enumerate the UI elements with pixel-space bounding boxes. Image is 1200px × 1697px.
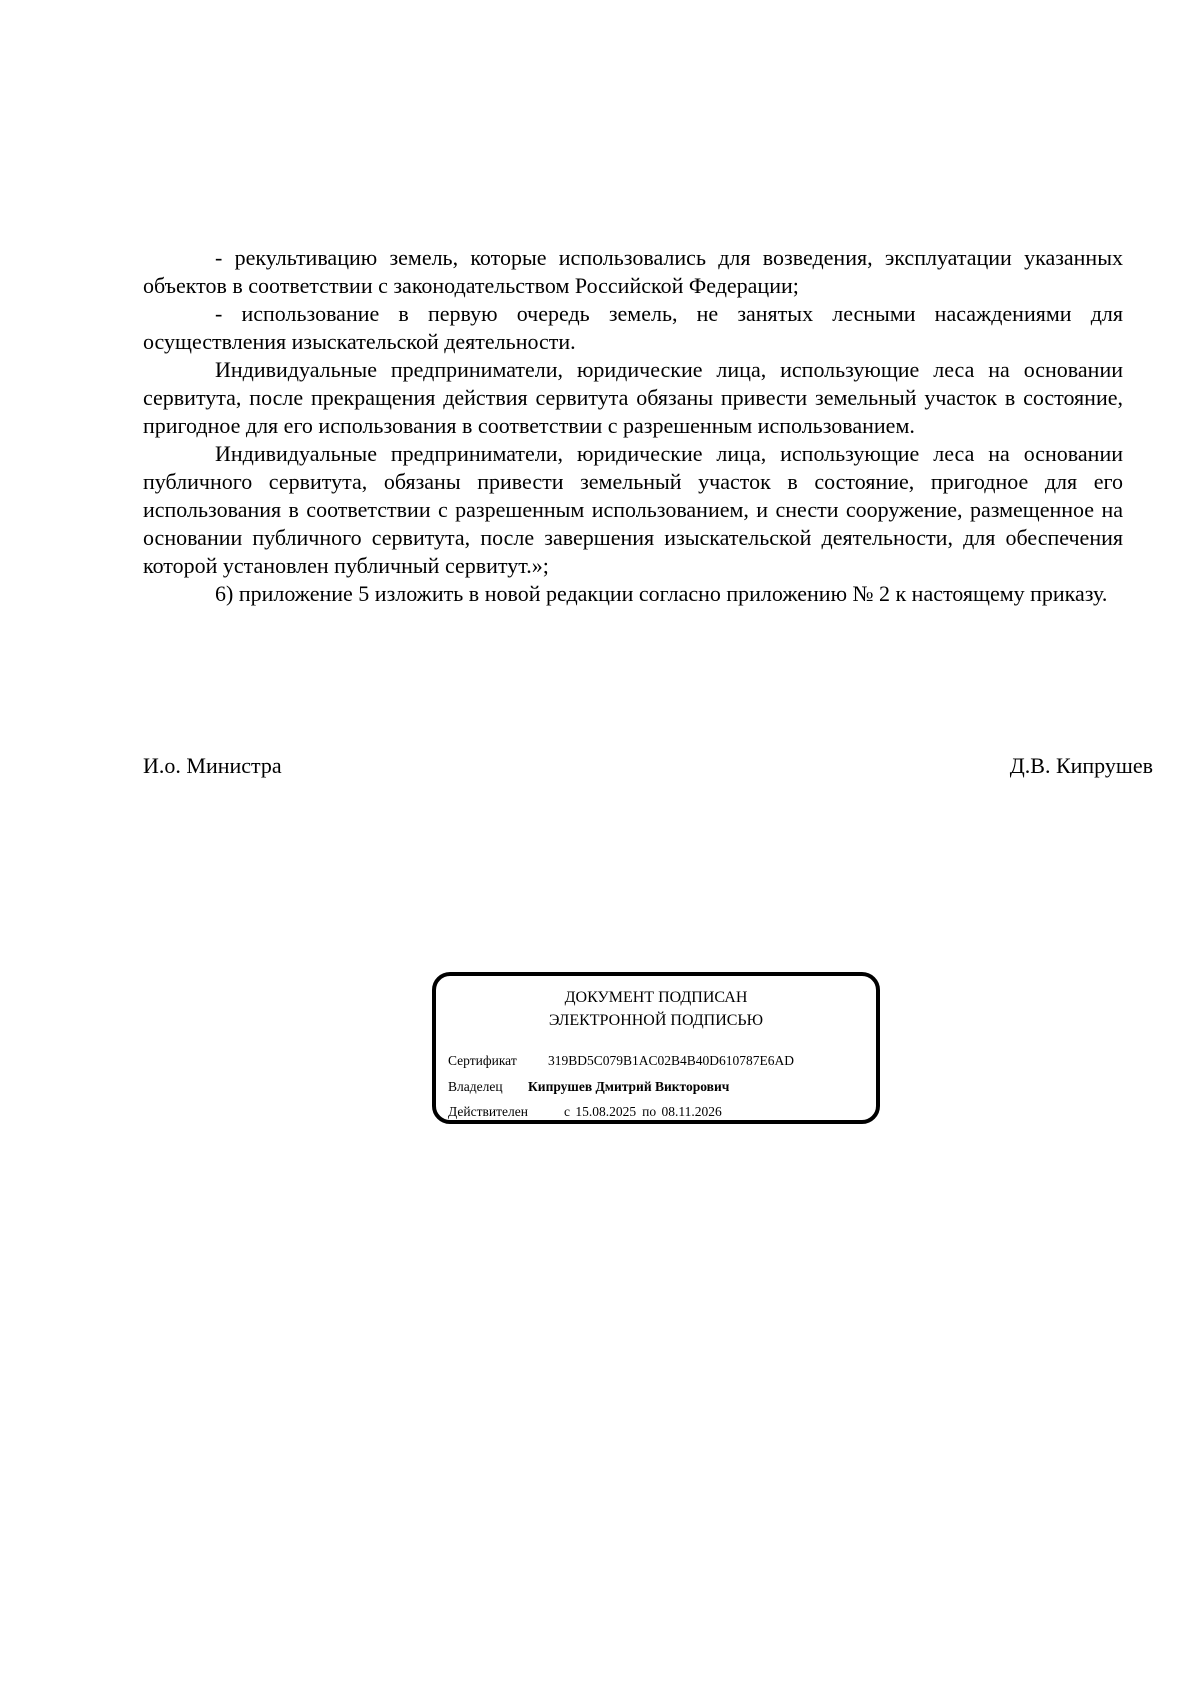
electronic-signature-stamp xyxy=(432,972,880,1124)
owner-value: Кипрушев Дмитрий Викторович xyxy=(528,1079,730,1094)
certificate-label: Сертификат xyxy=(448,1053,517,1068)
valid-to-prefix: по xyxy=(642,1104,657,1119)
stamp-title-line-2: ЭЛЕКТРОННОЙ ПОДПИСЬЮ xyxy=(548,1012,764,1029)
signer-position: И.о. Министра xyxy=(143,753,282,778)
stamp-title-line-1: ДОКУМЕНТ ПОДПИСАН xyxy=(564,989,748,1006)
stamp-certificate-row xyxy=(448,1052,794,1070)
document-body xyxy=(143,244,1123,608)
stamp-validity-row xyxy=(448,1103,726,1121)
paragraph-public-servitude: Индивидуальные предприниматели, юридические лица, использующие леса на основании публичного сервитута, обязаны привести земельный участок в состояние, пригодное для его использования в соответствии с разрешенным использованием, и снести сооружение, размещенное на основании публичного сервитута, после завершения изыскательской деятельности, для обеспечения которой установлен публичный сервитут.»; xyxy=(143,441,1123,578)
valid-from-prefix: с xyxy=(564,1104,570,1119)
paragraph-recultivation: - рекультивацию земель, которые использовались для возведения, эксплуатации указанных объектов в соответствии с законодательством Российской Федерации; xyxy=(143,245,1123,298)
paragraph-land-use: - использование в первую очередь земель, не занятых лесными насаждениями для осуществления изыскательской деятельности. xyxy=(143,301,1123,354)
certificate-value: 319BD5C079B1AC02B4B40D610787E6AD xyxy=(548,1053,795,1068)
valid-from-date: 15.08.2025 xyxy=(575,1104,637,1119)
signer-name: Д.В. Кипрушев xyxy=(1009,753,1153,778)
paragraph-servitude: Индивидуальные предприниматели, юридические лица, использующие леса на основании сервитута, после прекращения действия сервитута обязаны привести земельный участок в состояние, пригодное для его использования в соответствии с разрешенным использованием. xyxy=(143,357,1123,438)
paragraph-appendix-5: 6) приложение 5 изложить в новой редакции согласно приложению № 2 к настоящему приказу. xyxy=(215,581,1108,606)
stamp-title xyxy=(436,986,876,1032)
valid-to-date: 08.11.2026 xyxy=(661,1104,722,1119)
valid-label: Действителен xyxy=(448,1104,528,1119)
owner-label: Владелец xyxy=(448,1079,503,1094)
stamp-owner-row xyxy=(448,1078,729,1096)
